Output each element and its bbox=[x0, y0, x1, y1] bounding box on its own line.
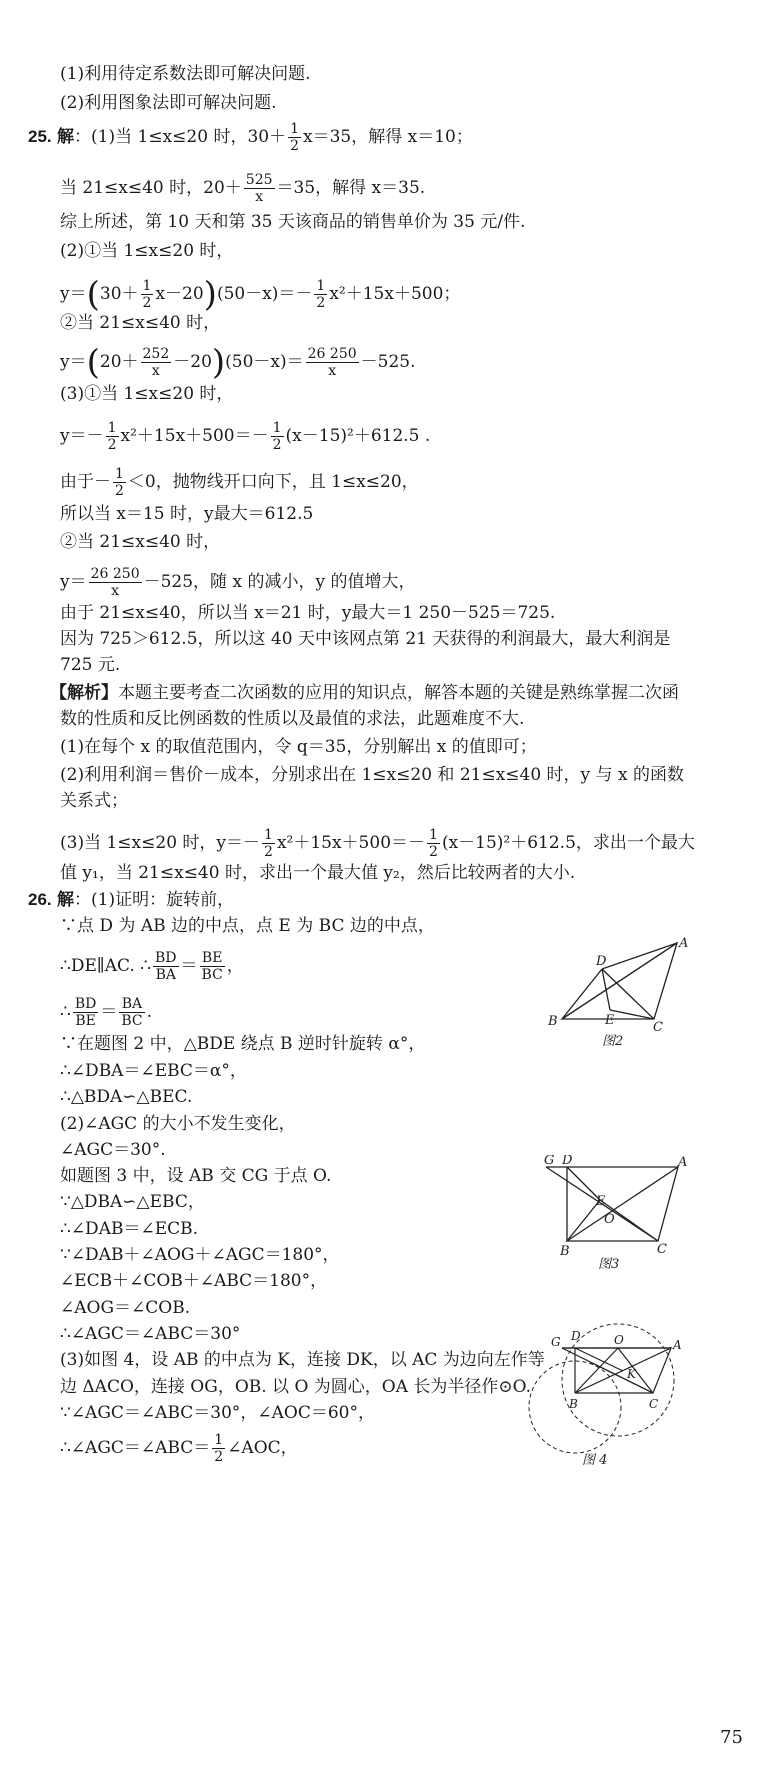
figure-4-caption: 图 4 bbox=[582, 1453, 608, 1468]
label-D: D bbox=[596, 954, 607, 969]
question-26-line: 26. 解：(1)证明：旋转前， bbox=[28, 890, 235, 910]
text-line: ∠AGC＝30°. bbox=[60, 1140, 166, 1160]
label-B: B bbox=[548, 1014, 558, 1029]
fraction: $\frac{525}{x}$ bbox=[245, 172, 273, 205]
question-25-line bbox=[28, 121, 473, 154]
answer-label: 解 bbox=[57, 127, 75, 146]
text-line: 当 21≤x≤40 时，20＋ $\frac{525}{x}$ ＝35，解得 x＝35. bbox=[60, 172, 426, 205]
text-line: 边 ΔACO，连接 OG，OB. 以 O 为圆心，OA 长为半径作⊙O. bbox=[60, 1377, 532, 1397]
figure-4-diagram bbox=[525, 1322, 690, 1502]
figure-3 bbox=[540, 1155, 690, 1279]
label-G: G bbox=[551, 1335, 561, 1349]
label-D: D bbox=[562, 1155, 573, 1168]
text-line: y＝(30＋ $\frac{1}{2}$ x－20)(50－x)＝－ $\frac{1}{2}$ x²＋15x＋500； bbox=[60, 274, 461, 315]
text-line: 值 y₁，当 21≤x≤40 时，求出一个最大值 y₂，然后比较两者的大小. bbox=[60, 863, 576, 883]
text-line: ∴∠AGC＝∠ABC＝ $\frac{1}{2}$ ∠AOC， bbox=[60, 1432, 298, 1465]
label-C: C bbox=[657, 1242, 667, 1257]
text-line: ∠ECB＋∠COB＋∠ABC＝180°， bbox=[60, 1271, 328, 1291]
text-line: (2)利用图象法即可解决问题. bbox=[60, 93, 277, 113]
label-C: C bbox=[649, 1397, 659, 1411]
question-number: 25. bbox=[28, 127, 52, 146]
analysis-line: 【解析】本题主要考查二次函数的应用的知识点，解答本题的关键是熟练掌握二次函 bbox=[50, 683, 679, 703]
text-line: ∴∠DAB＝∠ECB. bbox=[60, 1219, 199, 1239]
figure-2-diagram bbox=[540, 935, 690, 1050]
label-O: O bbox=[604, 1212, 615, 1227]
text-line: 如题图 3 中，设 AB 交 CG 于点 O. bbox=[60, 1166, 332, 1186]
text-line: (3)当 1≤x≤20 时，y＝－ $\frac{1}{2}$ x²＋15x＋500＝－ $\frac{1}{2}$ (x－15)²＋612.5，求出一个最大 bbox=[60, 827, 695, 860]
text-line: 由于 21≤x≤40，所以当 x＝21 时，y最大＝1 250－525＝725. bbox=[60, 603, 556, 623]
figure-2 bbox=[540, 935, 690, 1054]
text-line: (1)在每个 x 的取值范围内，令 q＝35，分别解出 x 的值即可； bbox=[60, 737, 537, 757]
text-line: (3)如图 4，设 AB 的中点为 K，连接 DK，以 AC 为边向左作等 bbox=[60, 1350, 545, 1370]
text-line: (3)①当 1≤x≤20 时， bbox=[60, 384, 234, 404]
text: x＝35，解得 x＝10； bbox=[303, 127, 473, 147]
label-B: B bbox=[560, 1244, 570, 1259]
text-line: ②当 21≤x≤40 时， bbox=[60, 313, 221, 333]
label-A: A bbox=[679, 936, 689, 951]
fraction: $\frac{1}{2}$ bbox=[290, 121, 300, 154]
label-K: K bbox=[627, 1367, 636, 1381]
text-line: ∴DE∥AC. ∴ $\frac{BD}{BA}$ ＝ $\frac{BE}{BC}$ ， bbox=[60, 950, 244, 983]
text-line: ②当 21≤x≤40 时， bbox=[60, 532, 221, 552]
text-line: ∵△DBA∽△EBC， bbox=[60, 1192, 205, 1212]
text-line: y＝ $\frac{26 250}{x}$ －525，随 x 的减小，y 的值增大， bbox=[60, 566, 416, 599]
text-line: y＝(20＋ $\frac{252}{x}$ －20)(50－x)＝ $\frac{26 250}{x}$ －525. bbox=[60, 342, 416, 383]
text-line: ∵∠AGC＝∠ABC＝30°，∠AOC＝60°， bbox=[60, 1403, 375, 1423]
label-B: B bbox=[569, 1397, 578, 1411]
figure-3-caption: 图3 bbox=[598, 1257, 620, 1272]
label-D: D bbox=[571, 1329, 581, 1343]
label-A: A bbox=[678, 1155, 688, 1170]
text-line: y＝－ $\frac{1}{2}$ x²＋15x＋500＝－ $\frac{1}{2}$ (x－15)²＋612.5 . bbox=[60, 420, 431, 453]
text-line: 由于－ $\frac{1}{2}$ ＜0，抛物线开口向下，且 1≤x≤20， bbox=[60, 466, 419, 499]
analysis-tag: 【解析】 bbox=[50, 683, 118, 703]
text-line: 所以当 x＝15 时，y最大＝612.5 bbox=[60, 504, 314, 524]
text: ：(1)当 1≤x≤20 时，30＋ bbox=[74, 127, 287, 147]
text-line: 综上所述，第 10 天和第 35 天该商品的销售单价为 35 元/件. bbox=[60, 212, 526, 232]
label-E: E bbox=[605, 1013, 615, 1028]
text-line: 关系式； bbox=[60, 791, 128, 811]
text-line: 725 元. bbox=[60, 655, 121, 675]
text-line: ∠AOG＝∠COB. bbox=[60, 1298, 191, 1318]
text-line: (2)∠AGC 的大小不发生变化， bbox=[60, 1114, 296, 1134]
figure-3-diagram bbox=[540, 1155, 690, 1275]
text-line: ∴△BDA∽△BEC. bbox=[60, 1087, 193, 1107]
text-line: 因为 725＞612.5，所以这 40 天中该网点第 21 天获得的利润最大，最大利润是 bbox=[60, 629, 671, 649]
text-line: (1)利用待定系数法即可解决问题. bbox=[60, 64, 311, 84]
label-O: O bbox=[614, 1333, 624, 1347]
figure-2-caption: 图2 bbox=[602, 1034, 624, 1049]
label-G: G bbox=[544, 1155, 555, 1168]
text-line: ∵在题图 2 中，△BDE 绕点 B 逆时针旋转 α°， bbox=[60, 1034, 426, 1054]
text-line: ∴ $\frac{BD}{BE}$ ＝ $\frac{BA}{BC}$ . bbox=[60, 996, 153, 1029]
question-number: 26. bbox=[28, 890, 52, 909]
text-line: ∵点 D 为 AB 边的中点，点 E 为 BC 边的中点， bbox=[60, 916, 435, 936]
answer-label: 解 bbox=[57, 890, 75, 909]
text-line: (2)①当 1≤x≤20 时， bbox=[60, 241, 234, 261]
label-E: E bbox=[596, 1194, 606, 1209]
text-line: (2)利用利润＝售价－成本，分别求出在 1≤x≤20 和 21≤x≤40 时，y 与 x 的函数 bbox=[60, 765, 684, 785]
page-number: 75 bbox=[720, 1727, 743, 1748]
text-line: ∴∠DBA＝∠EBC＝α°， bbox=[60, 1061, 247, 1081]
label-A: A bbox=[673, 1338, 682, 1352]
text-line: 数的性质和反比例函数的性质以及最值的求法，此题难度不大. bbox=[60, 709, 525, 729]
figure-4 bbox=[525, 1322, 690, 1506]
text-line: ∴∠AGC＝∠ABC＝30° bbox=[60, 1324, 241, 1344]
label-C: C bbox=[653, 1020, 663, 1035]
text-line: ∵∠DAB＋∠AOG＋∠AGC＝180°， bbox=[60, 1245, 340, 1265]
